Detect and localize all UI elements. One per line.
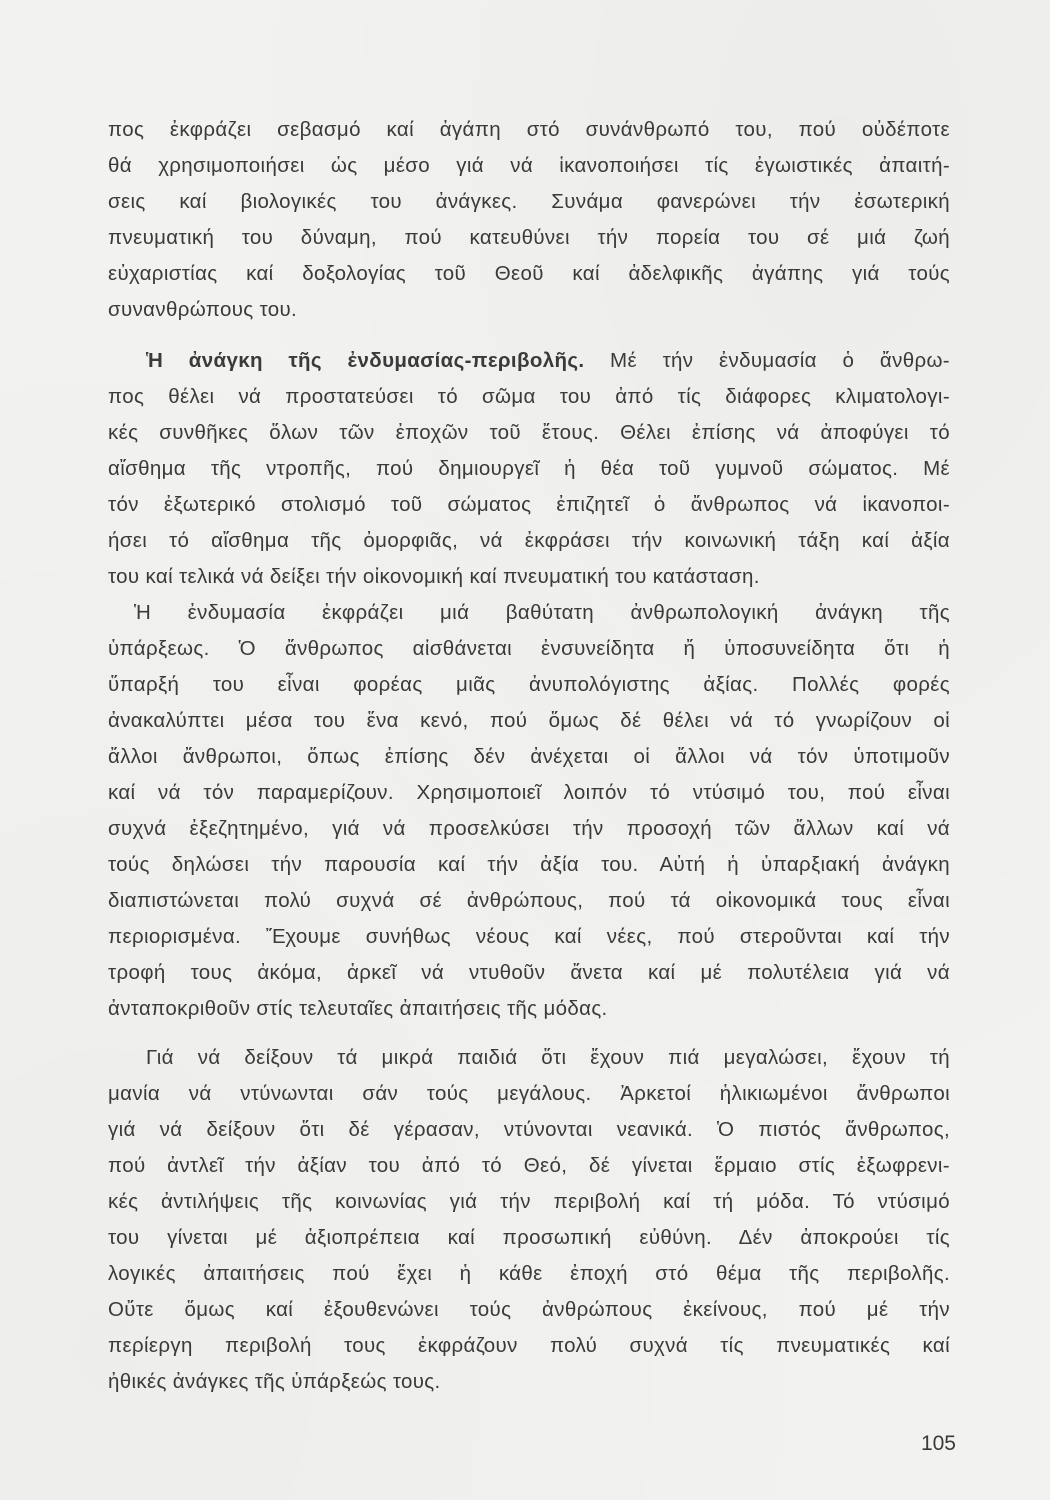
section-heading: Ἡ ἀνάγκη τῆς ἐνδυμασίας-περιβολῆς. bbox=[146, 349, 585, 372]
text-line: συχνά ἐξεζητημένο, γιά νά προσελκύσει τήν προσοχή τῶν ἄλλων καί νά bbox=[108, 817, 950, 840]
text-line: τόν ἐξωτερικό στολισμό τοῦ σώματος ἐπιζητεῖ ὁ ἄνθρωπος νά ἱκανοποι- bbox=[108, 493, 950, 516]
text-line: ὕπαρξή του εἶναι φορέας μιᾶς ἀνυπολόγιστης ἀξίας. Πολλές φορές bbox=[108, 673, 950, 696]
text-fragment: Μέ τήν ἐνδυμασία ὁ ἄνθρω- bbox=[584, 349, 950, 372]
text-line: του καί τελικά νά δείξει τήν οἰκονομική καί πνευματική του κατάσταση. bbox=[108, 565, 760, 588]
text-line: κές ἀντιλήψεις τῆς κοινωνίας γιά τήν περιβολή καί τή μόδα. Τό ντύσιμό bbox=[108, 1190, 950, 1213]
text-line: ἄλλοι ἄνθρωποι, ὅπως ἐπίσης δέν ἀνέχεται οἱ ἄλλοι νά τόν ὑποτιμοῦν bbox=[108, 745, 950, 768]
text-line: τούς δηλώσει τήν παρουσία καί τήν ἀξία του. Αὐτή ἡ ὑπαρξιακή ἀνάγκη bbox=[108, 853, 950, 876]
text-line: πος ἐκφράζει σεβασμό καί ἀγάπη στό συνάνθρωπό του, πού οὐδέποτε bbox=[108, 118, 950, 141]
text-line: πος θέλει νά προστατεύσει τό σῶμα του ἀπό τίς διάφορες κλιματολογι- bbox=[108, 385, 950, 408]
text-line: πνευματική του δύναμη, πού κατευθύνει τήν πορεία του σέ μιά ζωή bbox=[108, 226, 950, 249]
text-line: αἴσθημα τῆς ντροπῆς, πού δημιουργεῖ ἡ θέα τοῦ γυμνοῦ σώματος. Μέ bbox=[108, 457, 950, 480]
text-line: του γίνεται μέ ἀξιοπρέπεια καί προσωπική εὐθύνη. Δέν ἀποκρούει τίς bbox=[108, 1226, 950, 1249]
text-line: διαπιστώνεται πολύ συχνά σέ ἀνθρώπους, πού τά οἰκονομικά τους εἶναι bbox=[108, 889, 950, 912]
text-line: θά χρησιμοποιήσει ὡς μέσο γιά νά ἱκανοποιήσει τίς ἐγωιστικές ἀπαιτή- bbox=[108, 154, 950, 177]
text-line: μανία νά ντύνωνται σάν τούς μεγάλους. Ἀρκετοί ἡλικιωμένοι ἄνθρωποι bbox=[108, 1082, 950, 1105]
text-line: Οὔτε ὅμως καί ἐξουθενώνει τούς ἀνθρώπους ἐκείνους, πού μέ τήν bbox=[108, 1298, 950, 1321]
text-line: λογικές ἀπαιτήσεις πού ἔχει ἡ κάθε ἐποχή στό θέμα τῆς περιβολῆς. bbox=[108, 1262, 950, 1285]
paragraph-clothing-need bbox=[108, 343, 950, 1027]
text-line: συνανθρώπους του. bbox=[108, 298, 298, 321]
text-line: πού ἀντλεῖ τήν ἀξίαν του ἀπό τό Θεό, δέ γίνεται ἕρμαιο στίς ἐξωφρενι- bbox=[108, 1154, 950, 1177]
text-line: ἀνταποκριθοῦν στίς τελευταῖες ἀπαιτήσεις τῆς μόδας. bbox=[108, 997, 608, 1020]
text-line: Ἡ ἐνδυμασία ἐκφράζει μιά βαθύτατη ἀνθρωπολογική ἀνάγκη τῆς bbox=[134, 601, 950, 624]
text-line: Γιά νά δείξουν τά μικρά παιδιά ὅτι ἔχουν πιά μεγαλώσει, ἔχουν τή bbox=[146, 1046, 950, 1069]
text-line: τροφή τους ἀκόμα, ἀρκεῖ νά ντυθοῦν ἄνετα καί μέ πολυτέλεια γιά νά bbox=[108, 961, 950, 984]
paragraph-continuation bbox=[108, 112, 950, 328]
text-line-with-heading bbox=[108, 343, 950, 379]
text-line: ἠθικές ἀνάγκες τῆς ὑπάρξεώς τους. bbox=[108, 1370, 441, 1393]
text-line: κές συνθῆκες ὅλων τῶν ἐποχῶν τοῦ ἔτους. Θέλει ἐπίσης νά ἀποφύγει τό bbox=[108, 421, 950, 444]
text-line: εὐχαριστίας καί δοξολογίας τοῦ Θεοῦ καί ἀδελφικῆς ἀγάπης γιά τούς bbox=[108, 262, 950, 285]
paragraph-fashion-ages bbox=[108, 1040, 950, 1400]
text-line: σεις καί βιολογικές του ἀνάγκες. Συνάμα φανερώνει τήν ἐσωτερική bbox=[108, 190, 950, 213]
text-line: καί νά τόν παραμερίζουν. Χρησιμοποιεῖ λοιπόν τό ντύσιμό του, πού εἶναι bbox=[108, 781, 950, 804]
text-line: ὑπάρξεως. Ὁ ἄνθρωπος αἰσθάνεται ἐνσυνείδητα ἤ ὑποσυνείδητα ὅτι ἡ bbox=[108, 637, 950, 660]
text-line: ἀνακαλύπτει μέσα του ἕνα κενό, πού ὅμως δέ θέλει νά τό γνωρίζουν οἱ bbox=[108, 709, 950, 732]
text-line: γιά νά δείξουν ὅτι δέ γέρασαν, ντύνονται νεανικά. Ὁ πιστός ἄνθρωπος, bbox=[108, 1118, 950, 1141]
text-line: περιορισμένα. Ἔχουμε συνήθως νέους καί νέες, πού στεροῦνται καί τήν bbox=[108, 925, 950, 948]
text-line: περίεργη περιβολή τους ἐκφράζουν πολύ συχνά τίς πνευματικές καί bbox=[108, 1334, 950, 1357]
page-number: 105 bbox=[920, 1432, 956, 1455]
text-line: ήσει τό αἴσθημα τῆς ὀμορφιᾶς, νά ἐκφράσει τήν κοινωνική τάξη καί ἀξία bbox=[108, 529, 950, 552]
